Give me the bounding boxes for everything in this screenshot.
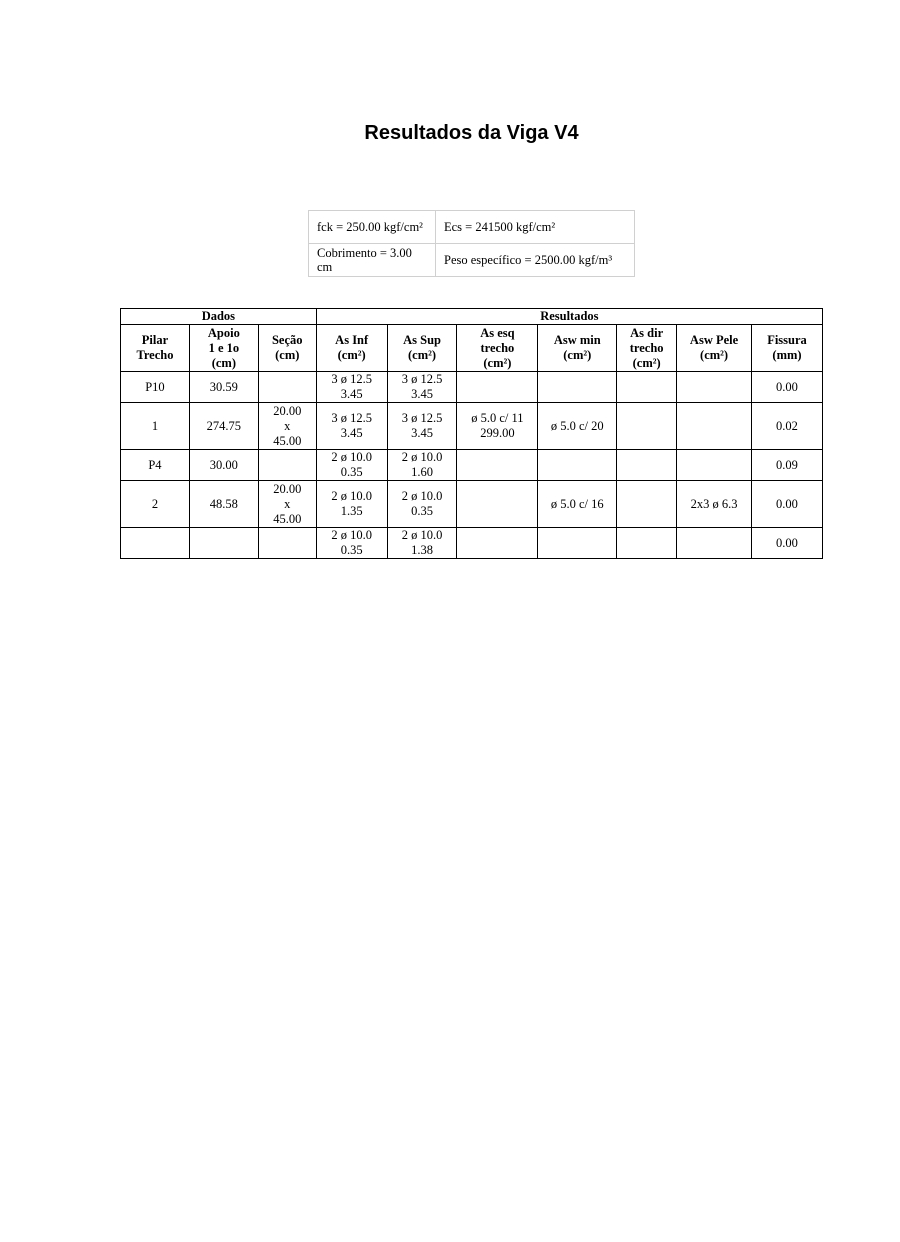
cell-line: 2 ø 10.0 <box>401 528 443 542</box>
cell-line: trecho <box>629 340 664 355</box>
cell-line: 20.00 <box>273 403 302 418</box>
group-header-row <box>121 309 823 325</box>
cell-line: 3 ø 12.5 <box>331 372 372 386</box>
table-cell <box>189 372 258 403</box>
table-cell <box>121 403 190 450</box>
table-cell <box>538 481 617 528</box>
cell-line: 0.09 <box>776 457 798 472</box>
cell-line: trecho <box>480 340 515 355</box>
cell-line: (mm) <box>772 348 802 362</box>
cell-line: 3 ø 12.5 <box>331 411 372 425</box>
column-header <box>316 325 387 372</box>
results-body <box>121 372 823 559</box>
column-header <box>677 325 752 372</box>
cell-line: 0.00 <box>776 379 798 394</box>
cell-line: (cm²) <box>337 348 366 362</box>
table-cell <box>316 450 387 481</box>
table-cell <box>751 528 822 559</box>
table-cell <box>189 403 258 450</box>
cell-line: 0.35 <box>340 465 363 479</box>
cell-line: 3.45 <box>411 387 433 401</box>
table-row <box>121 481 823 528</box>
table-cell <box>751 481 822 528</box>
table-row <box>121 403 823 450</box>
column-header-row <box>121 325 823 372</box>
cell-line: 2 <box>151 496 159 511</box>
table-row <box>121 450 823 481</box>
cell-line: 274.75 <box>206 418 242 433</box>
page-title: Resultados da Viga V4 <box>364 122 579 144</box>
cell-line: 3 ø 12.5 <box>401 372 443 386</box>
cell-line: 0.35 <box>411 504 433 518</box>
table-cell <box>387 450 457 481</box>
table-row <box>121 372 823 403</box>
ecs-cell: Ecs = 241500 kgf/cm² <box>436 211 635 244</box>
cell-line: 45.00 <box>273 511 302 526</box>
cell-line: ø 5.0 c/ 20 <box>550 418 604 433</box>
table-cell <box>538 403 617 450</box>
table-cell <box>617 403 677 450</box>
cobrimento-cell: Cobrimento = 3.00 cm <box>309 244 436 277</box>
cell-line: 0.00 <box>776 496 798 511</box>
table-cell <box>316 403 387 450</box>
table-cell <box>387 481 457 528</box>
column-header <box>538 325 617 372</box>
cell-line: Pilar <box>141 333 169 347</box>
cell-line: ø 5.0 c/ 11 <box>471 411 524 425</box>
table-cell <box>189 528 258 559</box>
table-cell <box>538 450 617 481</box>
cell-line: ø 5.0 c/ 16 <box>550 496 604 511</box>
cell-line: As Inf <box>335 333 369 347</box>
cell-line: Asw Pele <box>689 333 739 347</box>
column-header <box>387 325 457 372</box>
cell-line: 3 ø 12.5 <box>401 411 443 425</box>
table-cell <box>258 403 316 450</box>
parameters-table <box>308 210 635 277</box>
table-cell <box>457 372 538 403</box>
table-cell <box>189 450 258 481</box>
table-cell <box>121 450 190 481</box>
cell-line: x <box>284 496 291 511</box>
cell-line: 3.45 <box>411 426 433 440</box>
table-cell <box>258 372 316 403</box>
table-cell <box>121 372 190 403</box>
column-header <box>457 325 538 372</box>
cell-line: (cm²) <box>408 348 437 362</box>
table-cell <box>316 372 387 403</box>
peso-especifico-cell: Peso específico = 2500.00 kgf/m³ <box>436 244 635 277</box>
cell-line: (cm²) <box>563 348 592 362</box>
table-cell <box>677 403 752 450</box>
table-cell <box>677 481 752 528</box>
cell-line: As esq <box>480 325 515 340</box>
cell-line: 20.00 <box>273 481 302 496</box>
cell-line: P10 <box>145 379 165 394</box>
table-cell <box>538 528 617 559</box>
table-cell <box>387 403 457 450</box>
cell-line: x <box>284 418 291 433</box>
table-cell <box>457 403 538 450</box>
table-cell <box>121 481 190 528</box>
cell-line: 30.59 <box>209 379 238 394</box>
cell-line: As Sup <box>403 333 441 347</box>
cell-line: 0.35 <box>340 543 363 557</box>
cell-line: 1 <box>151 418 159 433</box>
column-header <box>189 325 258 372</box>
table-cell <box>677 372 752 403</box>
table-cell <box>121 528 190 559</box>
table-cell <box>617 528 677 559</box>
cell-line: 2 ø 10.0 <box>331 450 372 464</box>
table-cell <box>677 528 752 559</box>
cell-line: 1 e 1o <box>208 340 240 355</box>
table-cell <box>457 528 538 559</box>
cell-line: 1.60 <box>411 465 433 479</box>
table-row <box>121 528 823 559</box>
cell-line: (cm) <box>275 348 300 362</box>
cell-line: Apoio <box>207 325 240 340</box>
table-cell <box>316 481 387 528</box>
table-cell <box>538 372 617 403</box>
table-cell <box>457 481 538 528</box>
column-header <box>121 325 190 372</box>
cell-line: 0.02 <box>776 418 798 433</box>
table-cell <box>258 450 316 481</box>
cell-line: 2 ø 10.0 <box>331 489 372 503</box>
table-cell <box>316 528 387 559</box>
cell-line: Fissura <box>767 333 807 347</box>
cell-line: 299.00 <box>480 426 515 440</box>
cell-line: (cm) <box>211 355 236 370</box>
table-cell <box>751 450 822 481</box>
parameters-row <box>309 244 635 277</box>
group-resultados: Resultados <box>316 309 822 325</box>
cell-line: (cm²) <box>483 355 512 370</box>
group-dados: Dados <box>121 309 317 325</box>
table-cell <box>617 481 677 528</box>
cell-line: 1.38 <box>411 543 433 557</box>
cell-line: 2 ø 10.0 <box>331 528 372 542</box>
column-header <box>751 325 822 372</box>
cell-line: Trecho <box>136 348 174 362</box>
table-cell <box>617 450 677 481</box>
cell-line: 30.00 <box>209 457 238 472</box>
cell-line: 45.00 <box>273 433 302 448</box>
column-header <box>617 325 677 372</box>
cell-line: 3.45 <box>340 426 363 440</box>
cell-line: (cm²) <box>700 348 729 362</box>
table-cell <box>457 450 538 481</box>
column-header <box>258 325 316 372</box>
fck-cell: fck = 250.00 kgf/cm² <box>309 211 436 244</box>
results-table <box>120 308 823 559</box>
cell-line: 1.35 <box>340 504 363 518</box>
cell-line: Seção <box>271 333 303 347</box>
table-cell <box>258 528 316 559</box>
cell-line: 3.45 <box>340 387 363 401</box>
cell-line: 48.58 <box>209 496 238 511</box>
cell-line: As dir <box>630 325 664 340</box>
table-cell <box>751 372 822 403</box>
cell-line: 0.00 <box>776 535 798 550</box>
table-cell <box>258 481 316 528</box>
cell-line: (cm²) <box>632 355 661 370</box>
cell-line: Asw min <box>553 333 601 347</box>
cell-line: 2 ø 10.0 <box>401 489 443 503</box>
cell-line: 2x3 ø 6.3 <box>690 496 738 511</box>
table-cell <box>387 528 457 559</box>
table-cell <box>677 450 752 481</box>
table-cell <box>189 481 258 528</box>
cell-line: P4 <box>148 457 162 472</box>
table-cell <box>617 372 677 403</box>
table-cell <box>387 372 457 403</box>
table-cell <box>751 403 822 450</box>
cell-line: 2 ø 10.0 <box>401 450 443 464</box>
parameters-row <box>309 211 635 244</box>
